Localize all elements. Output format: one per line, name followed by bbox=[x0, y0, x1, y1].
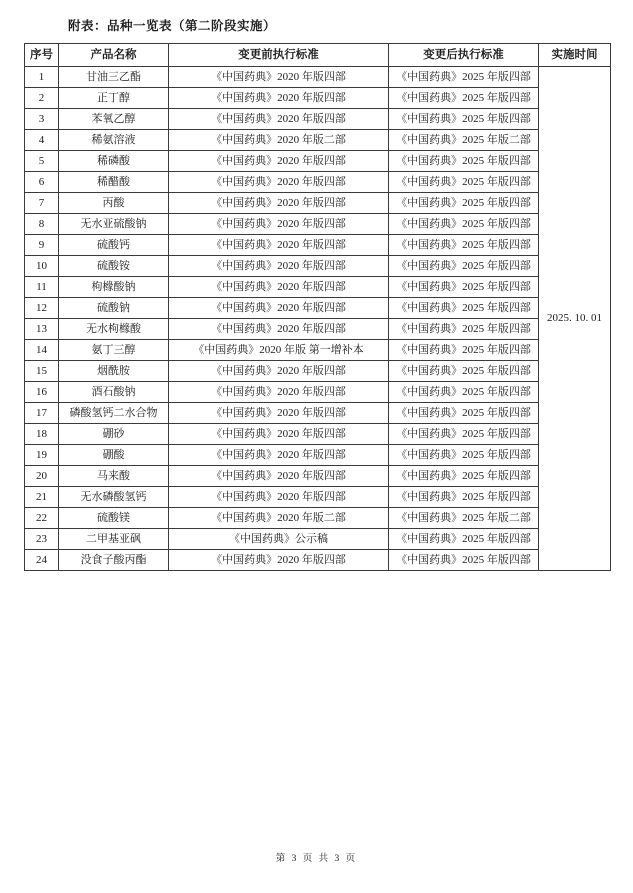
document-title: 附表：品种一览表（第二阶段实施） bbox=[68, 19, 277, 33]
product-name: 枸橼酸钠 bbox=[59, 277, 169, 298]
table-row bbox=[25, 382, 611, 403]
product-name: 马来酸 bbox=[59, 466, 169, 487]
table-row bbox=[25, 67, 611, 88]
product-name: 丙酸 bbox=[59, 193, 169, 214]
row-no: 8 bbox=[25, 214, 59, 235]
row-no: 23 bbox=[25, 529, 59, 550]
header-after: 变更后执行标准 bbox=[389, 44, 539, 67]
standard-after: 《中国药典》2025 年版四部 bbox=[389, 403, 539, 424]
standard-before: 《中国药典》2020 年版四部 bbox=[169, 256, 389, 277]
product-name: 稀醋酸 bbox=[59, 172, 169, 193]
standard-after: 《中国药典》2025 年版四部 bbox=[389, 319, 539, 340]
standard-before: 《中国药典》公示稿 bbox=[169, 529, 389, 550]
standard-before: 《中国药典》2020 年版四部 bbox=[169, 298, 389, 319]
row-no: 17 bbox=[25, 403, 59, 424]
product-name: 酒石酸钠 bbox=[59, 382, 169, 403]
row-no: 10 bbox=[25, 256, 59, 277]
product-name: 无水磷酸氢钙 bbox=[59, 487, 169, 508]
product-name: 氨丁三醇 bbox=[59, 340, 169, 361]
standard-before: 《中国药典》2020 年版四部 bbox=[169, 193, 389, 214]
table-row bbox=[25, 340, 611, 361]
standard-after: 《中国药典》2025 年版四部 bbox=[389, 487, 539, 508]
product-name: 稀磷酸 bbox=[59, 151, 169, 172]
product-name: 硫酸镁 bbox=[59, 508, 169, 529]
standard-after: 《中国药典》2025 年版四部 bbox=[389, 235, 539, 256]
standard-after: 《中国药典》2025 年版四部 bbox=[389, 277, 539, 298]
row-no: 3 bbox=[25, 109, 59, 130]
standard-before: 《中国药典》2020 年版四部 bbox=[169, 445, 389, 466]
table-row bbox=[25, 403, 611, 424]
header-row bbox=[25, 44, 611, 67]
standard-before: 《中国药典》2020 年版四部 bbox=[169, 550, 389, 571]
standard-before: 《中国药典》2020 年版二部 bbox=[169, 130, 389, 151]
row-no: 20 bbox=[25, 466, 59, 487]
table-row bbox=[25, 109, 611, 130]
table-row bbox=[25, 550, 611, 571]
product-name: 二甲基亚砜 bbox=[59, 529, 169, 550]
table-row bbox=[25, 256, 611, 277]
table-row bbox=[25, 298, 611, 319]
table-row bbox=[25, 235, 611, 256]
header-before: 变更前执行标准 bbox=[169, 44, 389, 67]
table-row bbox=[25, 529, 611, 550]
table-row bbox=[25, 172, 611, 193]
row-no: 7 bbox=[25, 193, 59, 214]
standard-before: 《中国药典》2020 年版四部 bbox=[169, 67, 389, 88]
product-name: 硫酸钠 bbox=[59, 298, 169, 319]
table-row bbox=[25, 487, 611, 508]
product-name: 无水枸橼酸 bbox=[59, 319, 169, 340]
table-row bbox=[25, 277, 611, 298]
table-row bbox=[25, 130, 611, 151]
table-row bbox=[25, 508, 611, 529]
row-no: 2 bbox=[25, 88, 59, 109]
header-name: 产品名称 bbox=[59, 44, 169, 67]
row-no: 24 bbox=[25, 550, 59, 571]
standard-after: 《中国药典》2025 年版四部 bbox=[389, 214, 539, 235]
row-no: 5 bbox=[25, 151, 59, 172]
row-no: 16 bbox=[25, 382, 59, 403]
standard-after: 《中国药典》2025 年版四部 bbox=[389, 151, 539, 172]
standard-after: 《中国药典》2025 年版四部 bbox=[389, 172, 539, 193]
standard-after: 《中国药典》2025 年版四部 bbox=[389, 256, 539, 277]
standard-before: 《中国药典》2020 年版四部 bbox=[169, 109, 389, 130]
row-no: 21 bbox=[25, 487, 59, 508]
product-name: 硫酸铵 bbox=[59, 256, 169, 277]
table-row bbox=[25, 466, 611, 487]
table-row bbox=[25, 193, 611, 214]
standard-after: 《中国药典》2025 年版四部 bbox=[389, 466, 539, 487]
product-name: 正丁醇 bbox=[59, 88, 169, 109]
header-time: 实施时间 bbox=[539, 44, 611, 67]
table-row bbox=[25, 151, 611, 172]
page-number: 第 3 页 共 3 页 bbox=[275, 854, 358, 864]
standard-before: 《中国药典》2020 年版四部 bbox=[169, 214, 389, 235]
implementation-time-cell: 2025. 10. 01 bbox=[539, 67, 611, 571]
table-row bbox=[25, 319, 611, 340]
product-name: 烟酰胺 bbox=[59, 361, 169, 382]
row-no: 18 bbox=[25, 424, 59, 445]
table-row bbox=[25, 88, 611, 109]
row-no: 9 bbox=[25, 235, 59, 256]
product-name: 硼酸 bbox=[59, 445, 169, 466]
row-no: 15 bbox=[25, 361, 59, 382]
product-name: 甘油三乙酯 bbox=[59, 67, 169, 88]
standard-before: 《中国药典》2020 年版四部 bbox=[169, 487, 389, 508]
standard-after: 《中国药典》2025 年版四部 bbox=[389, 109, 539, 130]
row-no: 1 bbox=[25, 67, 59, 88]
row-no: 4 bbox=[25, 130, 59, 151]
standard-before: 《中国药典》2020 年版四部 bbox=[169, 235, 389, 256]
standard-after: 《中国药典》2025 年版四部 bbox=[389, 340, 539, 361]
standard-before: 《中国药典》2020 年版四部 bbox=[169, 277, 389, 298]
standard-after: 《中国药典》2025 年版二部 bbox=[389, 130, 539, 151]
row-no: 6 bbox=[25, 172, 59, 193]
standard-after: 《中国药典》2025 年版四部 bbox=[389, 298, 539, 319]
product-name: 苯氧乙醇 bbox=[59, 109, 169, 130]
table-row bbox=[25, 361, 611, 382]
standard-before: 《中国药典》2020 年版四部 bbox=[169, 466, 389, 487]
standard-after: 《中国药典》2025 年版四部 bbox=[389, 382, 539, 403]
row-no: 22 bbox=[25, 508, 59, 529]
product-name: 没食子酸丙酯 bbox=[59, 550, 169, 571]
standard-before: 《中国药典》2020 年版四部 bbox=[169, 151, 389, 172]
product-name: 磷酸氢钙二水合物 bbox=[59, 403, 169, 424]
standards-table bbox=[24, 43, 611, 571]
standard-after: 《中国药典》2025 年版四部 bbox=[389, 445, 539, 466]
row-no: 11 bbox=[25, 277, 59, 298]
standard-before: 《中国药典》2020 年版四部 bbox=[169, 88, 389, 109]
table-row bbox=[25, 214, 611, 235]
standard-before: 《中国药典》2020 年版四部 bbox=[169, 319, 389, 340]
table-row bbox=[25, 424, 611, 445]
header-no: 序号 bbox=[25, 44, 59, 67]
standard-after: 《中国药典》2025 年版四部 bbox=[389, 67, 539, 88]
product-name: 硼砂 bbox=[59, 424, 169, 445]
standard-before: 《中国药典》2020 年版 第一增补本 bbox=[169, 340, 389, 361]
row-no: 13 bbox=[25, 319, 59, 340]
row-no: 19 bbox=[25, 445, 59, 466]
standard-after: 《中国药典》2025 年版四部 bbox=[389, 193, 539, 214]
table-header bbox=[25, 44, 611, 67]
standard-before: 《中国药典》2020 年版二部 bbox=[169, 508, 389, 529]
standard-after: 《中国药典》2025 年版四部 bbox=[389, 424, 539, 445]
standard-after: 《中国药典》2025 年版四部 bbox=[389, 529, 539, 550]
standard-after: 《中国药典》2025 年版二部 bbox=[389, 508, 539, 529]
standard-before: 《中国药典》2020 年版四部 bbox=[169, 361, 389, 382]
standard-after: 《中国药典》2025 年版四部 bbox=[389, 88, 539, 109]
row-no: 12 bbox=[25, 298, 59, 319]
standard-before: 《中国药典》2020 年版四部 bbox=[169, 382, 389, 403]
standard-after: 《中国药典》2025 年版四部 bbox=[389, 550, 539, 571]
standard-before: 《中国药典》2020 年版四部 bbox=[169, 403, 389, 424]
row-no: 14 bbox=[25, 340, 59, 361]
standard-before: 《中国药典》2020 年版四部 bbox=[169, 172, 389, 193]
standard-before: 《中国药典》2020 年版四部 bbox=[169, 424, 389, 445]
table-body bbox=[25, 67, 611, 571]
standard-after: 《中国药典》2025 年版四部 bbox=[389, 361, 539, 382]
table-row bbox=[25, 445, 611, 466]
product-name: 硫酸钙 bbox=[59, 235, 169, 256]
product-name: 稀氨溶液 bbox=[59, 130, 169, 151]
product-name: 无水亚硫酸钠 bbox=[59, 214, 169, 235]
